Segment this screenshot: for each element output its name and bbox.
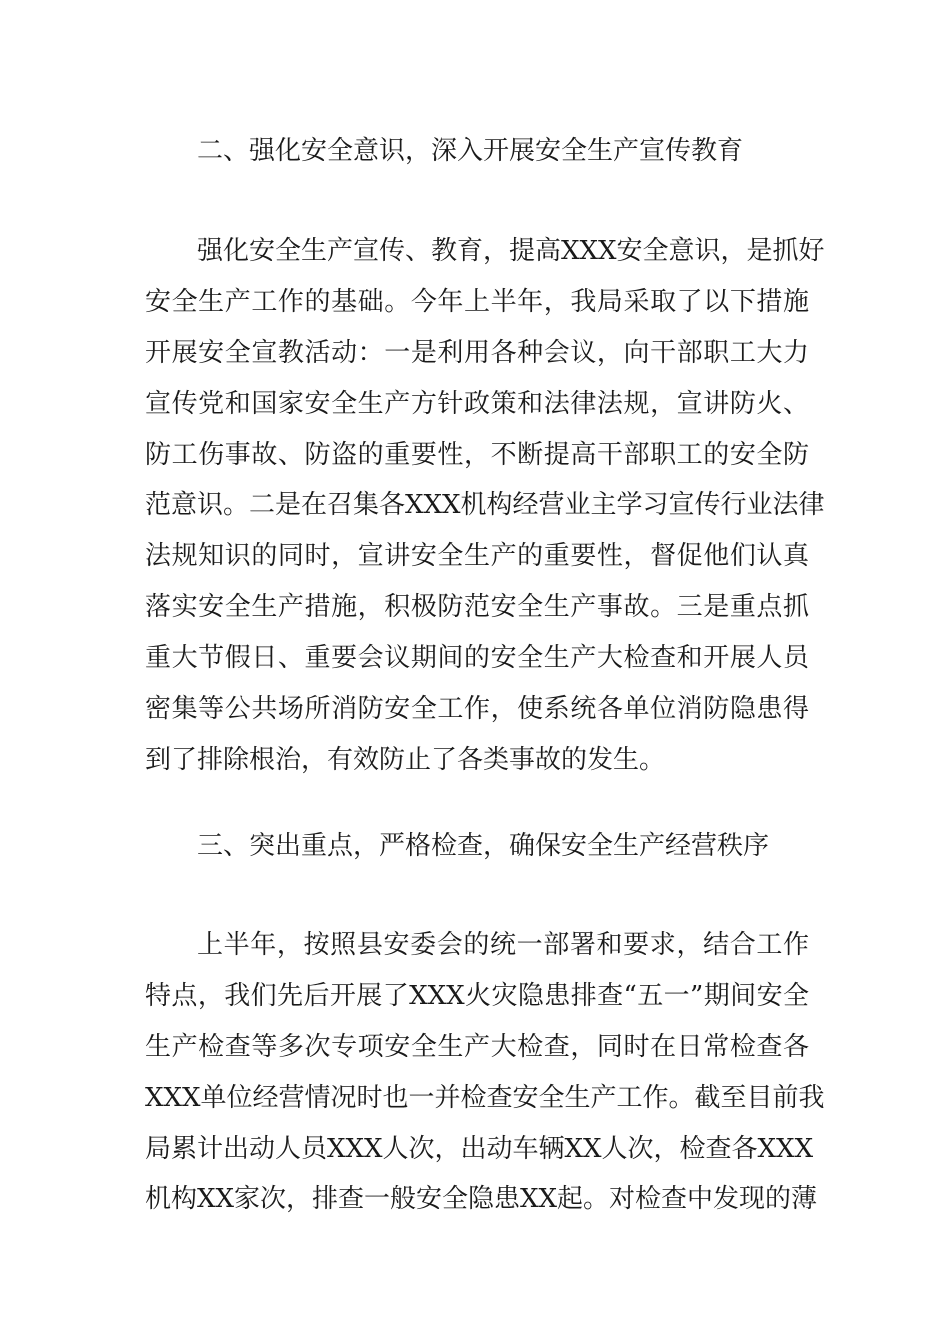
paragraph-line: 密集等公共场所消防安全工作，使系统各单位消防隐患得	[145, 694, 809, 725]
paragraph-line: 到了排除根治，有效防止了各类事故的发生。	[145, 744, 666, 775]
section-heading-2: 二、强化安全意识，深入开展安全生产宣传教育	[197, 136, 744, 166]
paragraph-line: 机构XX家次，排查一般安全隐患XX起。对检查中发现的薄	[145, 1184, 818, 1215]
section-2-paragraph	[145, 231, 825, 791]
paragraph-line: 开展安全宣教活动：一是利用各种会议，向干部职工大力	[145, 337, 809, 368]
section-heading-3: 三、突出重点，严格检查，确保安全生产经营秩序	[197, 831, 770, 861]
section-3-paragraph	[145, 925, 825, 1230]
paragraph-line: 局累计出动人员XXX人次，出动车辆XX人次，检查各XXX	[145, 1133, 814, 1164]
paragraph-line: 安全生产工作的基础。今年上半年，我局采取了以下措施	[145, 286, 809, 317]
paragraph-line: 强化安全生产宣传、教育，提高XXX安全意识，是抓好	[197, 236, 825, 266]
paragraph-line: 防工伤事故、防盗的重要性，不断提高干部职工的安全防	[145, 439, 809, 470]
paragraph-line: 重大节假日、重要会议期间的安全生产大检查和开展人员	[145, 643, 809, 674]
paragraph-line: 范意识。二是在召集各XXX机构经营业主学习宣传行业法律	[145, 490, 825, 521]
paragraph-line: 落实安全生产措施，积极防范安全生产事故。三是重点抓	[145, 592, 809, 623]
paragraph-line: 上半年，按照县安委会的统一部署和要求，结合工作	[197, 930, 809, 960]
paragraph-line: 特点，我们先后开展了XXX火灾隐患排查“五一”期间安全	[145, 980, 809, 1011]
paragraph-line: 宣传党和国家安全生产方针政策和法律法规，宣讲防火、	[145, 388, 809, 419]
paragraph-line: XXX单位经营情况时也一并检查安全生产工作。截至目前我	[145, 1082, 825, 1113]
paragraph-line: 生产检查等多次专项安全生产大检查，同时在日常检查各	[145, 1031, 809, 1062]
paragraph-line: 法规知识的同时，宣讲安全生产的重要性，督促他们认真	[145, 541, 809, 572]
